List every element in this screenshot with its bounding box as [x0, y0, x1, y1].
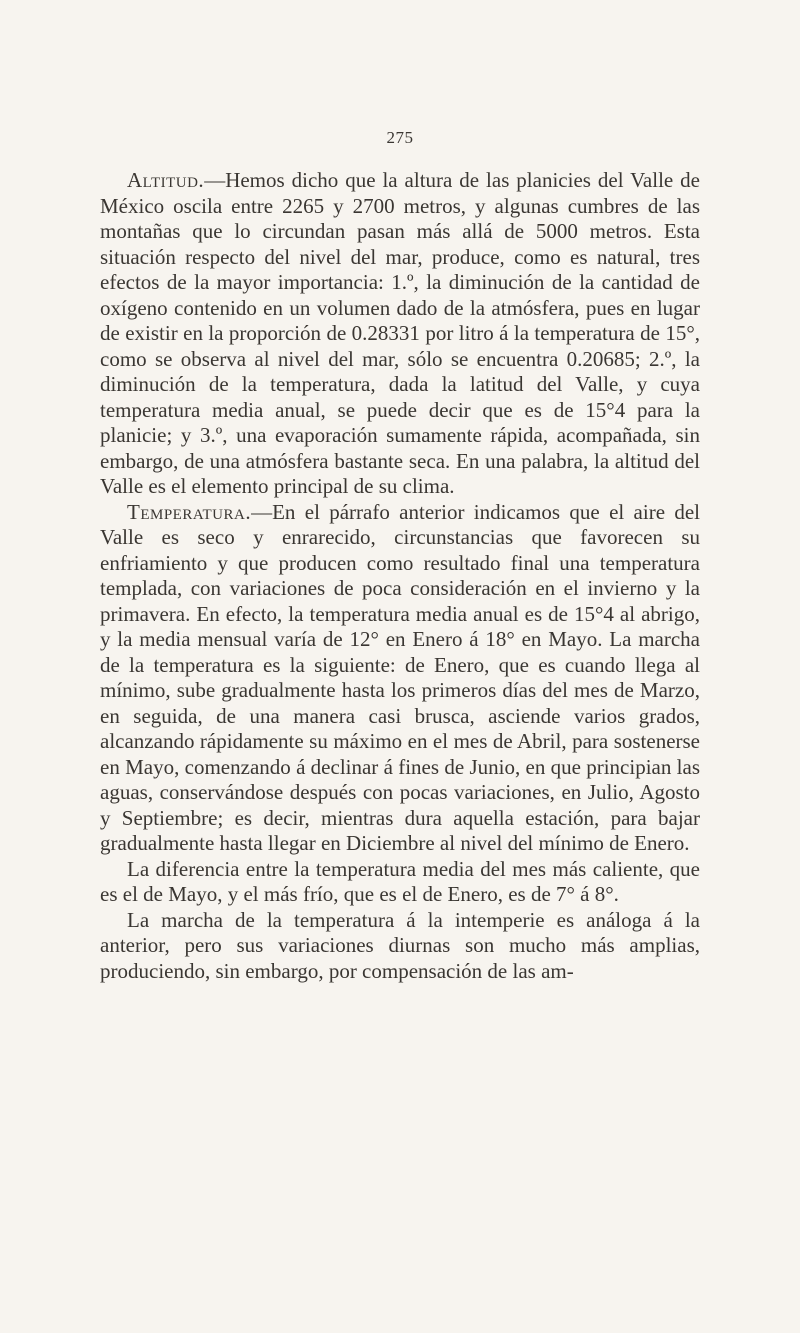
paragraph-text: —Hemos dicho que la altura de las planicies del Valle de México oscila entre 2265 y 2700 metros, y algunas cumbres de las montañas que lo circundan pasan más allá de 5000 metros. Esta situación respecto del nivel del mar, produce, como es natural, tres efectos de la mayor importancia: 1.º, la diminución de la cantidad de oxígeno contenido en un volumen dado de la atmósfera, pues en lugar de existir en la proporción de 0.28331 por litro á la temperatura de 15°, como se observa al nivel del mar, sólo se encuentra 0.20685; 2.º, la diminución de la temperatura, dada la latitud del Valle, y cuya temperatura media anual, se puede decir que es de 15°4 para la planicie; y 3.º, una evaporación sumamente rápida, acompañada, sin embargo, de una atmósfera bastante seca. En una palabra, la altitud del Valle es el elemento principal de su clima. [100, 168, 700, 498]
section-heading-altitud: Altitud. [127, 168, 205, 192]
body-text [100, 168, 700, 984]
paragraph-altitud [100, 168, 700, 500]
paragraph-text: La diferencia entre la temperatura media del mes más caliente, que es el de Mayo, y el más frío, que es el de Enero, es de 7° á 8°. [100, 856, 700, 906]
section-heading-temperatura: Temperatura. [127, 499, 252, 524]
paragraph-text: La marcha de la temperatura á la intemperie es análoga á la anterior, pero sus variaciones diurnas son mucho más amplias, produciendo, sin embargo, por compensación de las am- [100, 907, 700, 983]
paragraph-temperatura [100, 500, 700, 857]
page-number: 275 [386, 128, 414, 147]
paragraph-intemperie [100, 908, 700, 985]
paragraph-diferencia [100, 857, 700, 908]
paragraph-text: —En el párrafo anterior indicamos que el aire del Valle es seco y enrarecido, circunstancias que favorecen su enfriamiento y que producen como resultado final una temperatura templada, con variaciones de poca consideración en el invierno y la primavera. En efecto, la temperatura media anual es de 15°4 al abrigo, y la media mensual varía de 12° en Enero á 18° en Mayo. La marcha de la temperatura es la siguiente: de Enero, que es cuando llega al mínimo, sube gradualmente hasta los primeros días del mes de Marzo, en seguida, de una manera casi brusca, asciende varios grados, alcanzando rápidamente su máximo en el mes de Abril, para sostenerse en Mayo, comenzando á declinar á fines de Junio, en que principian las aguas, conservándose después con pocas variaciones, en Julio, Agosto y Septiembre; es decir, mientras dura aquella estación, para bajar gradualmente hasta llegar en Diciembre al nivel del mínimo de Enero. [100, 499, 700, 855]
